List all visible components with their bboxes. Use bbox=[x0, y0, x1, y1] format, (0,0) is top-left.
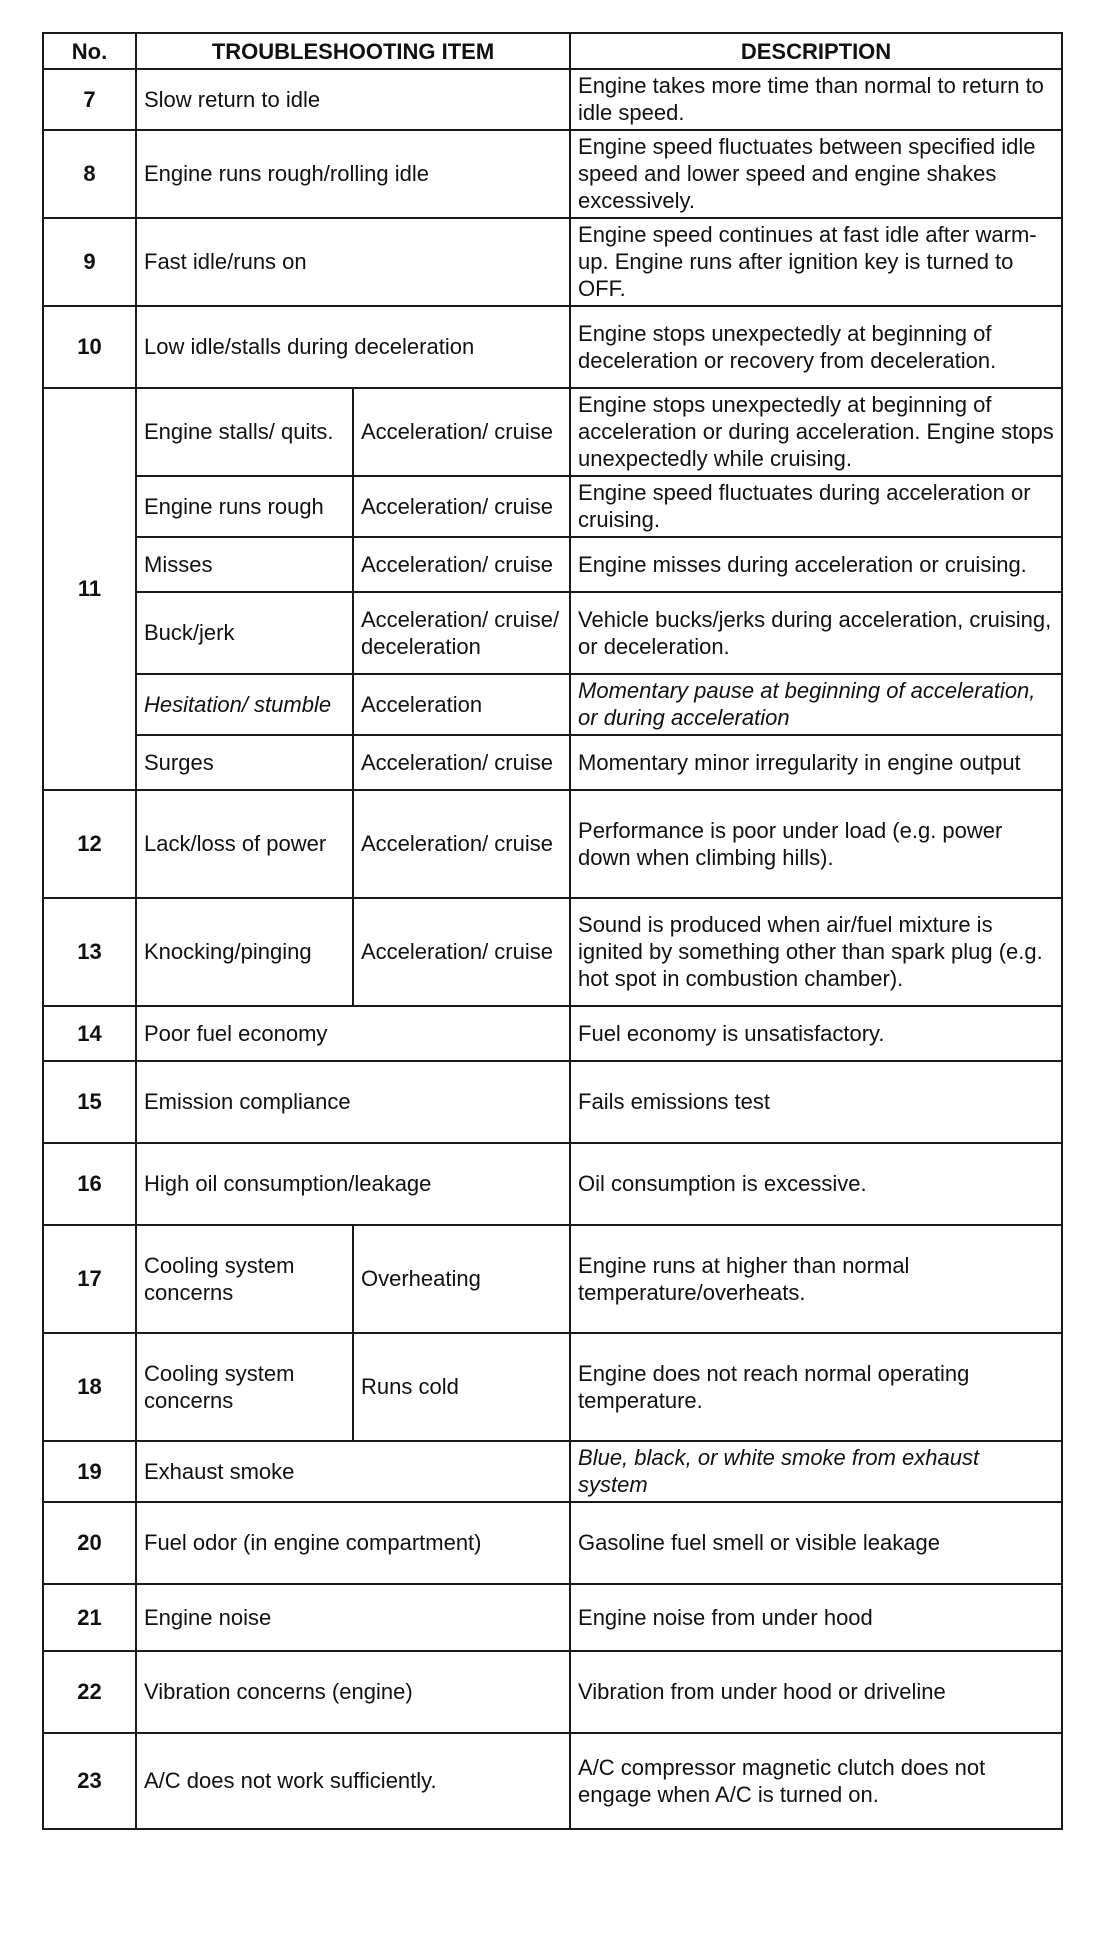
description: Momentary minor irregularity in engine output bbox=[570, 735, 1062, 790]
description: Fails emissions test bbox=[570, 1061, 1062, 1143]
table-row bbox=[43, 1333, 1062, 1441]
row-number: 18 bbox=[43, 1333, 136, 1441]
description: Vehicle bucks/jerks during acceleration, cruising, or deceleration. bbox=[570, 592, 1062, 674]
table-row bbox=[43, 1651, 1062, 1733]
troubleshooting-item: Engine runs rough/rolling idle bbox=[136, 130, 570, 218]
table-row bbox=[43, 735, 1062, 790]
header-description: DESCRIPTION bbox=[570, 33, 1062, 69]
description: Gasoline fuel smell or visible leakage bbox=[570, 1502, 1062, 1584]
description: Engine speed fluctuates between specified idle speed and lower speed and engine shakes excessively. bbox=[570, 130, 1062, 218]
description: Engine runs at higher than normal temperature/overheats. bbox=[570, 1225, 1062, 1333]
description: A/C compressor magnetic clutch does not engage when A/C is turned on. bbox=[570, 1733, 1062, 1829]
table-row bbox=[43, 1143, 1062, 1225]
troubleshooting-item: Poor fuel economy bbox=[136, 1006, 570, 1061]
troubleshooting-item: Engine noise bbox=[136, 1584, 570, 1651]
row-number: 10 bbox=[43, 306, 136, 388]
row-number: 7 bbox=[43, 69, 136, 130]
troubleshooting-table bbox=[42, 32, 1063, 1830]
row-number: 22 bbox=[43, 1651, 136, 1733]
description: Engine speed fluctuates during acceleration or cruising. bbox=[570, 476, 1062, 537]
row-number: 13 bbox=[43, 898, 136, 1006]
table-row bbox=[43, 388, 1062, 476]
condition: Acceleration/ cruise bbox=[353, 476, 570, 537]
description: Engine misses during acceleration or cruising. bbox=[570, 537, 1062, 592]
troubleshooting-item: Fast idle/runs on bbox=[136, 218, 570, 306]
description: Sound is produced when air/fuel mixture is ignited by something other than spark plug (e.g. hot spot in combustion chamber). bbox=[570, 898, 1062, 1006]
table-row bbox=[43, 898, 1062, 1006]
description: Engine stops unexpectedly at beginning of deceleration or recovery from deceleration. bbox=[570, 306, 1062, 388]
header-troubleshooting-item: TROUBLESHOOTING ITEM bbox=[136, 33, 570, 69]
troubleshooting-item: Hesitation/ stumble bbox=[136, 674, 353, 735]
troubleshooting-item: Cooling system concerns bbox=[136, 1333, 353, 1441]
troubleshooting-item: Cooling system concerns bbox=[136, 1225, 353, 1333]
condition: Acceleration bbox=[353, 674, 570, 735]
header-no: No. bbox=[43, 33, 136, 69]
table-row bbox=[43, 306, 1062, 388]
condition: Acceleration/ cruise bbox=[353, 537, 570, 592]
table-row bbox=[43, 1502, 1062, 1584]
troubleshooting-item: Low idle/stalls during deceleration bbox=[136, 306, 570, 388]
table-row bbox=[43, 1733, 1062, 1829]
row-number: 20 bbox=[43, 1502, 136, 1584]
troubleshooting-item: Engine stalls/ quits. bbox=[136, 388, 353, 476]
row-number: 12 bbox=[43, 790, 136, 898]
row-number: 14 bbox=[43, 1006, 136, 1061]
table-header-row bbox=[43, 33, 1062, 69]
troubleshooting-item: Engine runs rough bbox=[136, 476, 353, 537]
row-number: 21 bbox=[43, 1584, 136, 1651]
table-row bbox=[43, 537, 1062, 592]
description: Engine does not reach normal operating temperature. bbox=[570, 1333, 1062, 1441]
table-row bbox=[43, 130, 1062, 218]
description: Momentary pause at beginning of acceleration, or during acceleration bbox=[570, 674, 1062, 735]
description: Performance is poor under load (e.g. power down when climbing hills). bbox=[570, 790, 1062, 898]
table-row bbox=[43, 218, 1062, 306]
row-number: 16 bbox=[43, 1143, 136, 1225]
table-row bbox=[43, 592, 1062, 674]
table-row bbox=[43, 476, 1062, 537]
row-number: 9 bbox=[43, 218, 136, 306]
description: Fuel economy is unsatisfactory. bbox=[570, 1006, 1062, 1061]
table-row bbox=[43, 790, 1062, 898]
row-number: 8 bbox=[43, 130, 136, 218]
table-row bbox=[43, 1006, 1062, 1061]
description: Engine stops unexpectedly at beginning of acceleration or during acceleration. Engine stops unexpectedly while cruising. bbox=[570, 388, 1062, 476]
table-row bbox=[43, 1061, 1062, 1143]
table-row bbox=[43, 674, 1062, 735]
row-number: 11 bbox=[43, 388, 136, 790]
condition: Overheating bbox=[353, 1225, 570, 1333]
condition: Acceleration/ cruise bbox=[353, 388, 570, 476]
row-number: 15 bbox=[43, 1061, 136, 1143]
table-row bbox=[43, 1584, 1062, 1651]
troubleshooting-item: Surges bbox=[136, 735, 353, 790]
troubleshooting-item: Lack/loss of power bbox=[136, 790, 353, 898]
condition: Runs cold bbox=[353, 1333, 570, 1441]
description: Engine takes more time than normal to return to idle speed. bbox=[570, 69, 1062, 130]
description: Engine speed continues at fast idle after warm-up. Engine runs after ignition key is turned to OFF. bbox=[570, 218, 1062, 306]
description: Engine noise from under hood bbox=[570, 1584, 1062, 1651]
condition: Acceleration/ cruise bbox=[353, 898, 570, 1006]
troubleshooting-item: Vibration concerns (engine) bbox=[136, 1651, 570, 1733]
description: Oil consumption is excessive. bbox=[570, 1143, 1062, 1225]
troubleshooting-item: Exhaust smoke bbox=[136, 1441, 570, 1502]
troubleshooting-item: High oil consumption/leakage bbox=[136, 1143, 570, 1225]
row-number: 23 bbox=[43, 1733, 136, 1829]
description: Blue, black, or white smoke from exhaust system bbox=[570, 1441, 1062, 1502]
troubleshooting-item: Buck/jerk bbox=[136, 592, 353, 674]
troubleshooting-item: Slow return to idle bbox=[136, 69, 570, 130]
row-number: 17 bbox=[43, 1225, 136, 1333]
condition: Acceleration/ cruise bbox=[353, 735, 570, 790]
description: Vibration from under hood or driveline bbox=[570, 1651, 1062, 1733]
table-row bbox=[43, 1225, 1062, 1333]
troubleshooting-item: Fuel odor (in engine compartment) bbox=[136, 1502, 570, 1584]
table-row bbox=[43, 69, 1062, 130]
condition: Acceleration/ cruise/ deceleration bbox=[353, 592, 570, 674]
troubleshooting-item: Knocking/pinging bbox=[136, 898, 353, 1006]
troubleshooting-item: Emission compliance bbox=[136, 1061, 570, 1143]
condition: Acceleration/ cruise bbox=[353, 790, 570, 898]
troubleshooting-item: A/C does not work sufficiently. bbox=[136, 1733, 570, 1829]
table-row bbox=[43, 1441, 1062, 1502]
row-number: 19 bbox=[43, 1441, 136, 1502]
troubleshooting-item: Misses bbox=[136, 537, 353, 592]
